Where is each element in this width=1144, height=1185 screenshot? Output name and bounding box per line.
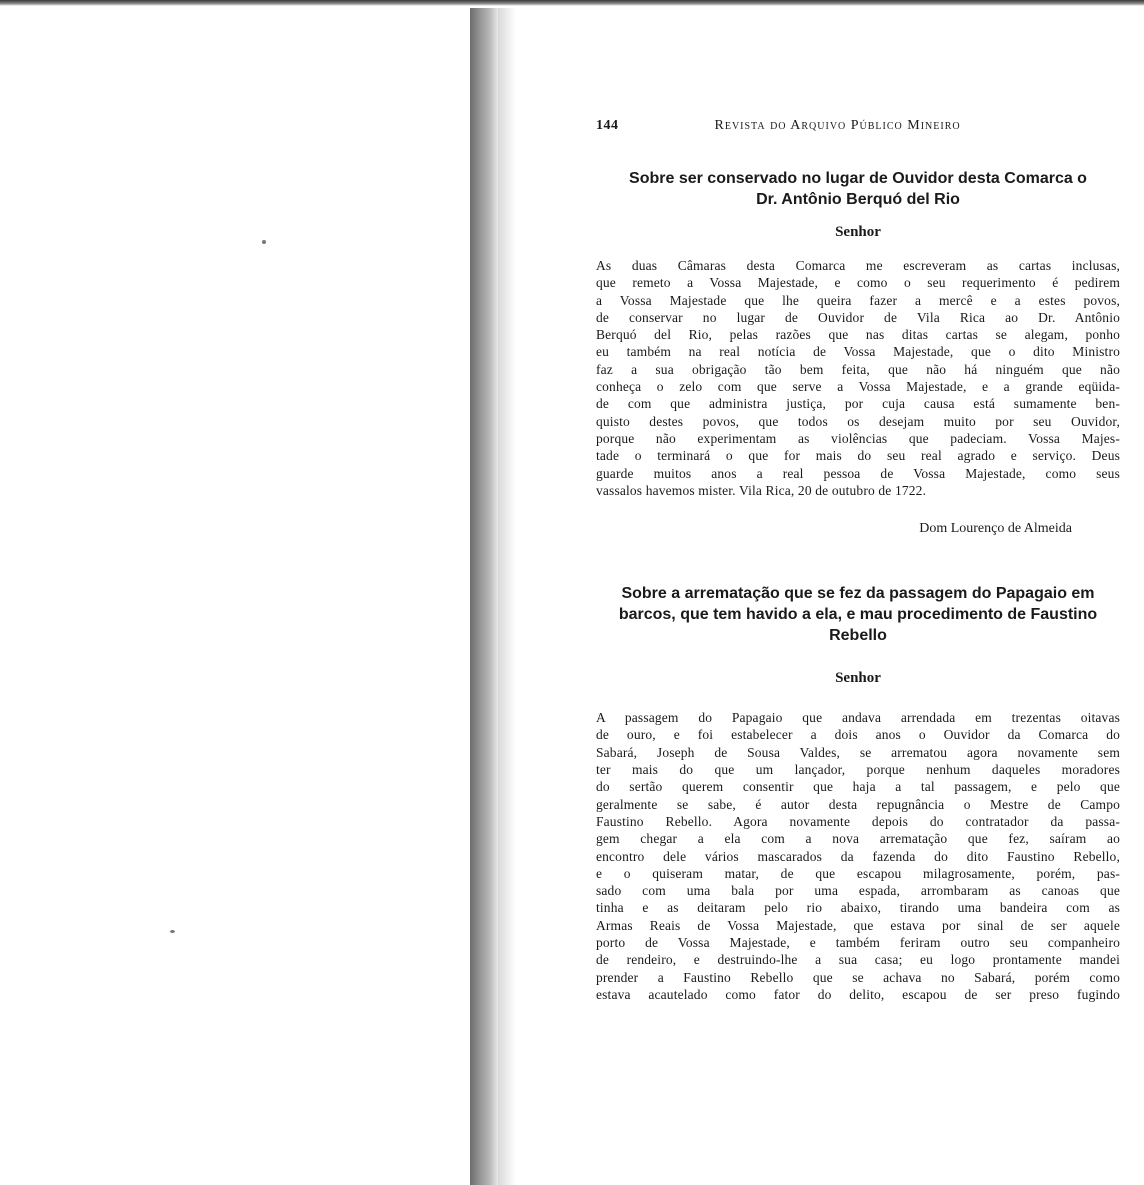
section-title-line: Dr. Antônio Berquó del Rio: [756, 191, 960, 208]
section-title-line: Rebello: [829, 627, 887, 645]
salutation: Senhor: [835, 670, 881, 687]
text-line: eu também na real notícia de Vossa Majestade, que o dito Ministro: [596, 344, 1120, 360]
text-line: porto de Vossa Majestade, e também feriram outro seu companheiro: [596, 935, 1120, 951]
text-line: que remeto a Vossa Majestade, e como o seu requerimento é pedirem: [596, 275, 1120, 291]
text-line: ter mais do que um lançador, porque nenhum daqueles moradores: [596, 762, 1120, 778]
text-line: tade o terminará o que for mais do seu real agrado e serviço. Deus: [596, 448, 1120, 464]
letter-body: [596, 257, 1120, 499]
text-line: de conservar no lugar de Ouvidor de Vila Rica ao Dr. Antônio: [596, 309, 1120, 325]
section-title-line: barcos, que tem havido a ela, e mau procedimento de Faustino: [618, 606, 1098, 624]
text-line: faz a sua obrigação tão bem feita, que não há ninguém que não: [596, 361, 1120, 377]
text-line: estava acautelado como fator do delito, escapou de ser preso fugindo: [596, 986, 1120, 1002]
section-title-line: Sobre ser conservado no lugar de Ouvidor desta Comarca o: [629, 170, 1087, 187]
section-title: [596, 168, 1120, 210]
signature: Dom Lourenço de Almeida: [919, 521, 1072, 537]
gutter-shadow: [498, 8, 516, 1185]
section-title: [596, 583, 1120, 646]
text-line: de rendeiro, e destruindo-lhe a sua casa; eu logo prontamente mandei: [596, 952, 1120, 968]
page-number: 144: [596, 118, 619, 133]
salutation: Senhor: [835, 224, 881, 240]
right-page: [596, 118, 1120, 1003]
letter-body: [596, 709, 1120, 1003]
text-line: conheça o zelo com que serve a Vossa Majestade, e a grande eqüida-: [596, 379, 1120, 395]
text-line: A passagem do Papagaio que andava arrendada em trezentas oitavas: [596, 710, 1120, 726]
paper-speck: [262, 240, 266, 244]
text-line: a Vossa Majestade que lhe queira fazer a mercê e a estes povos,: [596, 292, 1120, 308]
text-line: tinha e as deitaram pelo rio abaixo, tirando uma bandeira com as: [596, 900, 1120, 916]
text-line: de com que administra justiça, por cuja causa está sumamente ben-: [596, 396, 1120, 412]
section-1: [596, 168, 1120, 537]
blank-left-page: [0, 6, 470, 1185]
text-line: Berquó del Rio, pelas razões que nas ditas cartas se alegam, ponho: [596, 327, 1120, 343]
text-line: prender a Faustino Rebello que se achava no Sabará, porém como: [596, 969, 1120, 985]
text-line: porque não experimentam as violências que padeciam. Vossa Majes-: [596, 430, 1120, 446]
text-line: do sertão querem consentir que haja a tal passagem, e pelo que: [596, 779, 1120, 795]
book-gutter: [470, 8, 498, 1185]
text-line: gem chegar a ela com a nova arrematação que fez, saíram ao: [596, 831, 1120, 847]
text-line: guarde muitos anos a real pessoa de Vossa Majestade, como seus: [596, 465, 1120, 481]
section-2: [596, 583, 1120, 1003]
text-line: Sabará, Joseph de Sousa Valdes, se arrematou agora novamente sem: [596, 744, 1120, 760]
text-line: de ouro, e foi estabelecer a dois anos o Ouvidor da Comarca do: [596, 727, 1120, 743]
text-line: sado com uma bala por uma espada, arrombaram as canoas que: [596, 883, 1120, 899]
text-line: encontro dele vários mascarados da fazenda do dito Faustino Rebello,: [596, 848, 1120, 864]
text-line: As duas Câmaras desta Comarca me escreveram as cartas inclusas,: [596, 258, 1120, 273]
section-title-line: Sobre a arrematação que se fez da passagem do Papagaio em: [621, 585, 1095, 603]
text-line: quisto destes povos, que todos os desejam muito por seu Ouvidor,: [596, 413, 1120, 429]
running-title: Revista do Arquivo Público Mineiro: [714, 118, 961, 133]
running-head: [596, 118, 1120, 138]
paper-speck: [170, 930, 175, 933]
text-line: Faustino Rebello. Agora novamente depois do contratador da passa-: [596, 813, 1120, 829]
text-line: e o quiseram matar, de que escapou milagrosamente, porém, pas-: [596, 865, 1120, 881]
text-line: vassalos havemos mister. Vila Rica, 20 de outubro de 1722.: [596, 482, 927, 498]
text-line: Armas Reais de Vossa Majestade, que estava por sinal de ser aquele: [596, 917, 1120, 933]
text-line: geralmente se sabe, é autor desta repugnância o Mestre de Campo: [596, 796, 1120, 812]
